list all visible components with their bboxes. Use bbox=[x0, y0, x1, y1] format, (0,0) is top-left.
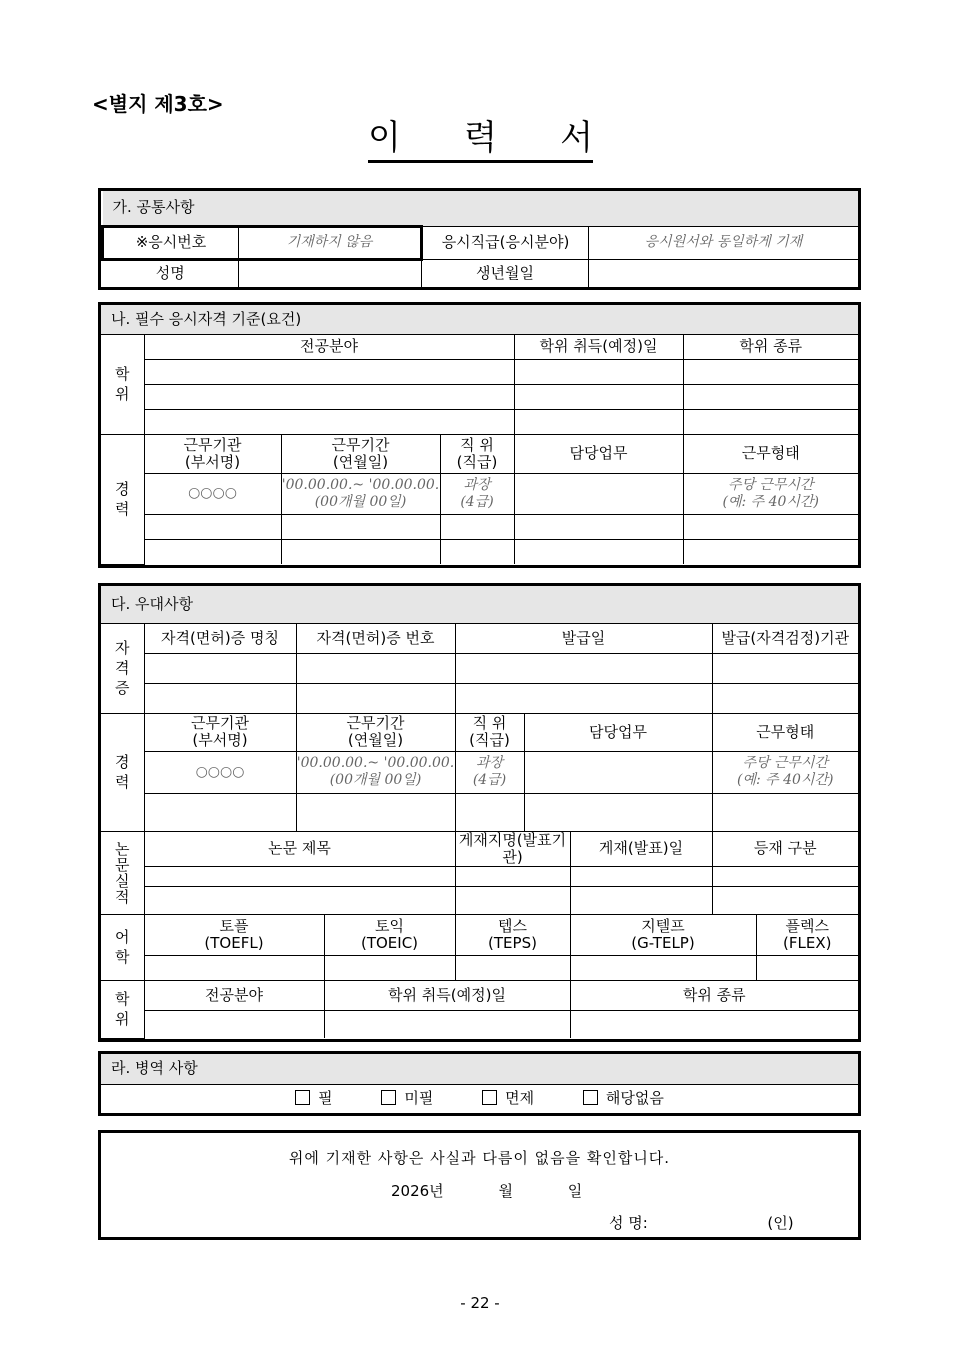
major-cell[interactable] bbox=[144, 1010, 324, 1038]
flex-header: 플렉스 (FLEX) bbox=[756, 914, 858, 955]
paper-cell[interactable] bbox=[455, 866, 570, 886]
checkbox[interactable] bbox=[482, 1090, 497, 1105]
signature-label: 성 명: bbox=[609, 1214, 648, 1232]
career-label: 경 력 bbox=[101, 713, 144, 831]
position-field[interactable]: 응시원서와 동일하게 기재 bbox=[589, 226, 859, 259]
year-field[interactable]: 2026년 bbox=[391, 1182, 444, 1200]
toeic-header: 토익 (TOEIC) bbox=[324, 914, 455, 955]
language-label: 어 학 bbox=[101, 914, 144, 980]
example-org[interactable]: ○○○○ bbox=[144, 751, 296, 793]
duty-cell[interactable] bbox=[514, 514, 683, 539]
cert-cell[interactable] bbox=[455, 653, 712, 683]
teps-header: 텝스 (TEPS) bbox=[455, 914, 570, 955]
section-preference bbox=[98, 583, 861, 1042]
checkbox[interactable] bbox=[583, 1090, 598, 1105]
example-rank[interactable]: 과장 (4급) bbox=[440, 473, 514, 514]
degree-date-cell[interactable] bbox=[324, 1010, 570, 1038]
military-option-served[interactable]: 필 bbox=[295, 1089, 333, 1107]
cert-cell[interactable] bbox=[296, 683, 455, 713]
exam-number-field[interactable]: 기재하지 않음 bbox=[239, 226, 422, 259]
section-header: 나. 필수 응시자격 기준(요건) bbox=[101, 305, 858, 334]
degree-type-cell[interactable] bbox=[683, 409, 858, 434]
page-title: 이 력 서 bbox=[368, 116, 593, 163]
rank-cell[interactable] bbox=[455, 793, 524, 831]
military-option-na[interactable]: 해당없음 bbox=[583, 1089, 664, 1107]
paper-cell[interactable] bbox=[144, 886, 455, 914]
degree-date-cell[interactable] bbox=[514, 384, 683, 409]
example-period[interactable]: '00.00.00.~ '00.00.00. (00개월 00일) bbox=[296, 751, 455, 793]
work-type-header: 근무형태 bbox=[683, 434, 858, 473]
major-header: 전공분야 bbox=[144, 980, 324, 1010]
degree-type-cell[interactable] bbox=[570, 1010, 858, 1038]
work-type-cell[interactable] bbox=[683, 514, 858, 539]
day-field[interactable]: 일 bbox=[567, 1182, 583, 1200]
work-type-header: 근무형태 bbox=[712, 713, 858, 751]
section-header: 다. 우대사항 bbox=[101, 586, 858, 623]
name-field[interactable] bbox=[239, 259, 422, 287]
section-military bbox=[98, 1051, 861, 1116]
example-work-type[interactable]: 주당 근무시간 (예: 주 40시간) bbox=[712, 751, 858, 793]
issue-date-header: 발급일 bbox=[455, 623, 712, 653]
birth-field[interactable] bbox=[589, 259, 859, 287]
degree-label: 학 위 bbox=[101, 334, 144, 434]
month-field[interactable]: 월 bbox=[498, 1182, 513, 1200]
exam-number-label: ※응시번호 bbox=[103, 226, 239, 259]
confirmation-statement: 위에 기재한 사항은 사실과 다름이 없음을 확인합니다. bbox=[288, 1149, 671, 1167]
period-header: 근무기간 (연월일) bbox=[281, 434, 440, 473]
degree-type-header: 학위 종류 bbox=[683, 334, 858, 359]
org-header: 근무기관 (부서명) bbox=[144, 713, 296, 751]
degree-date-cell[interactable] bbox=[514, 359, 683, 384]
gtelp-header: 지텔프 (G-TELP) bbox=[570, 914, 756, 955]
paper-label: 논 문 실 적 bbox=[101, 831, 144, 914]
paper-title-header: 논문 제목 bbox=[144, 831, 455, 866]
career-label: 경 력 bbox=[101, 434, 144, 564]
cert-no-header: 자격(면허)증 번호 bbox=[296, 623, 455, 653]
date-line bbox=[391, 1180, 582, 1201]
cert-cell[interactable] bbox=[712, 653, 858, 683]
page-number: - 22 - bbox=[460, 1294, 500, 1312]
period-cell[interactable] bbox=[281, 539, 440, 564]
duty-cell[interactable] bbox=[514, 539, 683, 564]
reg-type-header: 등재 구분 bbox=[712, 831, 858, 866]
score-cell[interactable] bbox=[455, 955, 570, 980]
cert-label: 자 격 증 bbox=[101, 623, 144, 713]
example-rank[interactable]: 과장 (4급) bbox=[455, 751, 524, 793]
cert-cell[interactable] bbox=[144, 653, 296, 683]
work-type-cell[interactable] bbox=[683, 539, 858, 564]
duty-cell[interactable] bbox=[524, 793, 712, 831]
example-period[interactable]: '00.00.00.~ '00.00.00. (00개월 00일) bbox=[281, 473, 440, 514]
rank-cell[interactable] bbox=[440, 514, 514, 539]
major-cell[interactable] bbox=[144, 359, 514, 384]
org-cell[interactable] bbox=[144, 793, 296, 831]
duty-cell[interactable] bbox=[514, 473, 683, 514]
cert-cell[interactable] bbox=[296, 653, 455, 683]
paper-cell[interactable] bbox=[455, 886, 570, 914]
paper-cell[interactable] bbox=[712, 886, 858, 914]
period-header: 근무기간 (연월일) bbox=[296, 713, 455, 751]
position-label: 응시직급(응시분야) bbox=[422, 226, 589, 259]
section-header: 가. 공통사항 bbox=[103, 191, 859, 226]
journal-header: 게재지명(발표기관) bbox=[455, 831, 570, 866]
org-cell[interactable] bbox=[144, 539, 281, 564]
major-cell[interactable] bbox=[144, 409, 514, 434]
duty-cell[interactable] bbox=[524, 751, 712, 793]
annex-label: <별지 제3호> bbox=[92, 92, 224, 116]
section-header: 라. 병역 사항 bbox=[101, 1054, 858, 1084]
work-type-cell[interactable] bbox=[712, 793, 858, 831]
example-work-type[interactable]: 주당 근무시간 (예: 주 40시간) bbox=[683, 473, 858, 514]
period-cell[interactable] bbox=[296, 793, 455, 831]
score-cell[interactable] bbox=[324, 955, 455, 980]
military-option-exempt[interactable]: 면제 bbox=[482, 1089, 534, 1107]
cert-cell[interactable] bbox=[455, 683, 712, 713]
confirmation-box bbox=[98, 1130, 861, 1240]
checkbox[interactable] bbox=[295, 1090, 310, 1105]
example-org[interactable]: ○○○○ bbox=[144, 473, 281, 514]
cert-name-header: 자격(면허)증 명칭 bbox=[144, 623, 296, 653]
seal-label: (인) bbox=[767, 1214, 794, 1232]
birth-label: 생년월일 bbox=[422, 259, 589, 287]
score-cell[interactable] bbox=[570, 955, 756, 980]
toefl-header: 토플 (TOEFL) bbox=[144, 914, 324, 955]
rank-header: 직 위 (직급) bbox=[455, 713, 524, 751]
rank-header: 직 위 (직급) bbox=[440, 434, 514, 473]
org-header: 근무기관 (부서명) bbox=[144, 434, 281, 473]
degree-date-header: 학위 취득(예정)일 bbox=[324, 980, 570, 1010]
checkbox[interactable] bbox=[381, 1090, 396, 1105]
major-header: 전공분야 bbox=[144, 334, 514, 359]
cert-cell[interactable] bbox=[144, 683, 296, 713]
duty-header: 담당업무 bbox=[514, 434, 683, 473]
degree-label: 학 위 bbox=[101, 980, 144, 1038]
cert-cell[interactable] bbox=[712, 683, 858, 713]
degree-type-header: 학위 종류 bbox=[570, 980, 858, 1010]
section-required bbox=[98, 302, 861, 568]
name-label: 성명 bbox=[103, 259, 239, 287]
paper-cell[interactable] bbox=[570, 886, 712, 914]
period-cell[interactable] bbox=[281, 514, 440, 539]
pub-date-header: 게재(발표)일 bbox=[570, 831, 712, 866]
section-common bbox=[98, 188, 861, 290]
paper-cell[interactable] bbox=[712, 866, 858, 886]
paper-cell[interactable] bbox=[570, 866, 712, 886]
military-option-not-served[interactable]: 미필 bbox=[381, 1089, 433, 1107]
paper-cell[interactable] bbox=[144, 866, 455, 886]
duty-header: 담당업무 bbox=[524, 713, 712, 751]
org-cell[interactable] bbox=[144, 514, 281, 539]
rank-cell[interactable] bbox=[440, 539, 514, 564]
score-cell[interactable] bbox=[756, 955, 858, 980]
issuer-header: 발급(자격검정)기관 bbox=[712, 623, 858, 653]
degree-date-cell[interactable] bbox=[514, 409, 683, 434]
major-cell[interactable] bbox=[144, 384, 514, 409]
degree-type-cell[interactable] bbox=[683, 384, 858, 409]
degree-type-cell[interactable] bbox=[683, 359, 858, 384]
score-cell[interactable] bbox=[144, 955, 324, 980]
degree-date-header: 학위 취득(예정)일 bbox=[514, 334, 683, 359]
signature-line bbox=[609, 1212, 794, 1233]
